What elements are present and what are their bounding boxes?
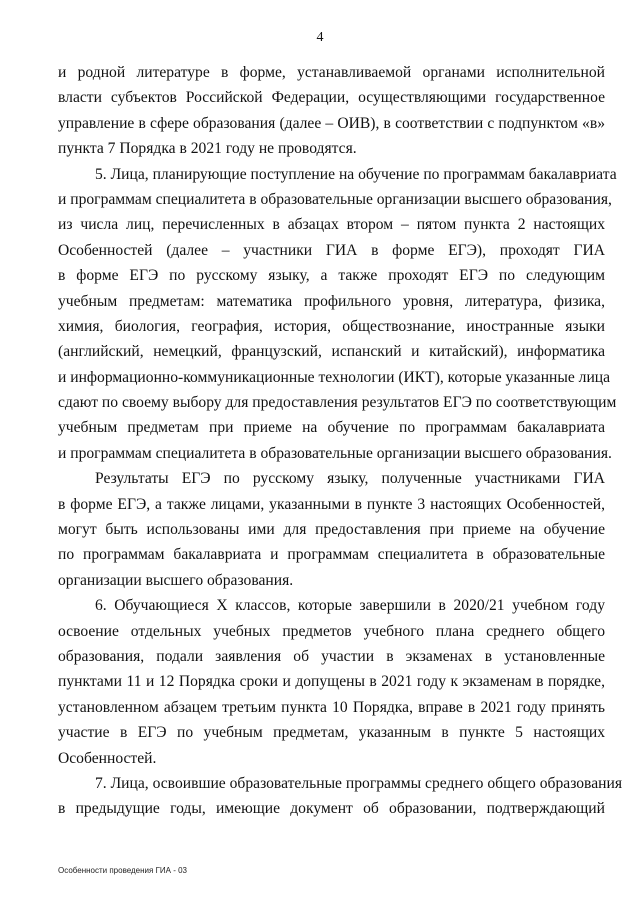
- paragraph-6-start: 6. Обучающиеся X классов, которые завершили в 2020/21 учебном году: [95, 597, 605, 615]
- text-line: из числа лиц, перечисленных в абзацах втором – пятом пункта 2 настоящих: [58, 216, 605, 234]
- text-line: управление в сфере образования (далее – ОИВ), в соответствии с подпунктом «в»: [58, 114, 605, 132]
- text-line: установленном абзацем третьим пункта 10 Порядка, вправе в 2021 году принять: [58, 698, 605, 716]
- document-body: [58, 60, 622, 822]
- text-line: Особенностей.: [58, 749, 157, 767]
- text-line: и информационно-коммуникационные технологии (ИКТ), которые указанные лица: [58, 368, 611, 386]
- text-line: учебным предметам: математика профильного уровня, литература, физика,: [58, 292, 605, 310]
- text-line: химия, биология, география, история, обществознание, иностранные языки: [58, 317, 605, 335]
- text-line: и программам специалитета в образовательные организации высшего образования,: [58, 190, 612, 208]
- text-line: могут быть использованы ими для предоставления при приеме на обучение: [58, 521, 605, 539]
- text-line: Особенностей (далее – участники ГИА в форме ЕГЭ), проходят ГИА: [58, 241, 605, 259]
- text-line: (английский, немецкий, французский, испанский и китайский), информатика: [58, 343, 605, 361]
- page-number: 4: [316, 30, 324, 45]
- text-line: образования, подали заявления об участии в экзаменах в установленные: [58, 647, 605, 665]
- text-line: в форме ЕГЭ, а также лицами, указанными в пункте 3 настоящих Особенностей,: [58, 495, 605, 513]
- paragraph-results-start: Результаты ЕГЭ по русскому языку, полученные участниками ГИА: [95, 470, 605, 488]
- text-line: и родной литературе в форме, устанавливаемой органами исполнительной: [58, 64, 605, 81]
- text-line: пункта 7 Порядка в 2021 году не проводятся.: [58, 140, 357, 158]
- text-line: в форме ЕГЭ по русскому языку, а также проходят ЕГЭ по следующим: [58, 267, 605, 285]
- text-line: в предыдущие годы, имеющие документ об образовании, подтверждающий: [58, 800, 605, 818]
- text-line: и программам специалитета в образовательные организации высшего образования.: [58, 444, 612, 462]
- paragraph-5-start: 5. Лица, планирующие поступление на обучение по программам бакалавриата: [95, 165, 617, 183]
- text-line: учебным предметам при приеме на обучение по программам бакалавриата: [58, 419, 605, 437]
- text-line: пунктами 11 и 12 Порядка сроки и допущены в 2021 году к экзаменам в порядке,: [58, 673, 605, 691]
- page-footer: Особенности проведения ГИА - 03: [58, 866, 187, 875]
- text-line: власти субъектов Российской Федерации, осуществляющими государственное: [58, 89, 605, 107]
- text-line: освоение отдельных учебных предметов учебного плана среднего общего: [58, 622, 605, 640]
- paragraph-7-start: 7. Лица, освоившие образовательные программы среднего общего образования: [95, 774, 622, 792]
- text-line: сдают по своему выбору для предоставления результатов ЕГЭ по соответствующим: [58, 394, 617, 412]
- text-line: по программам бакалавриата и программам специалитета в образовательные: [58, 546, 605, 564]
- text-line: участие в ЕГЭ по учебным предметам, указанным в пункте 5 настоящих: [58, 724, 605, 742]
- text-line: организации высшего образования.: [58, 571, 294, 589]
